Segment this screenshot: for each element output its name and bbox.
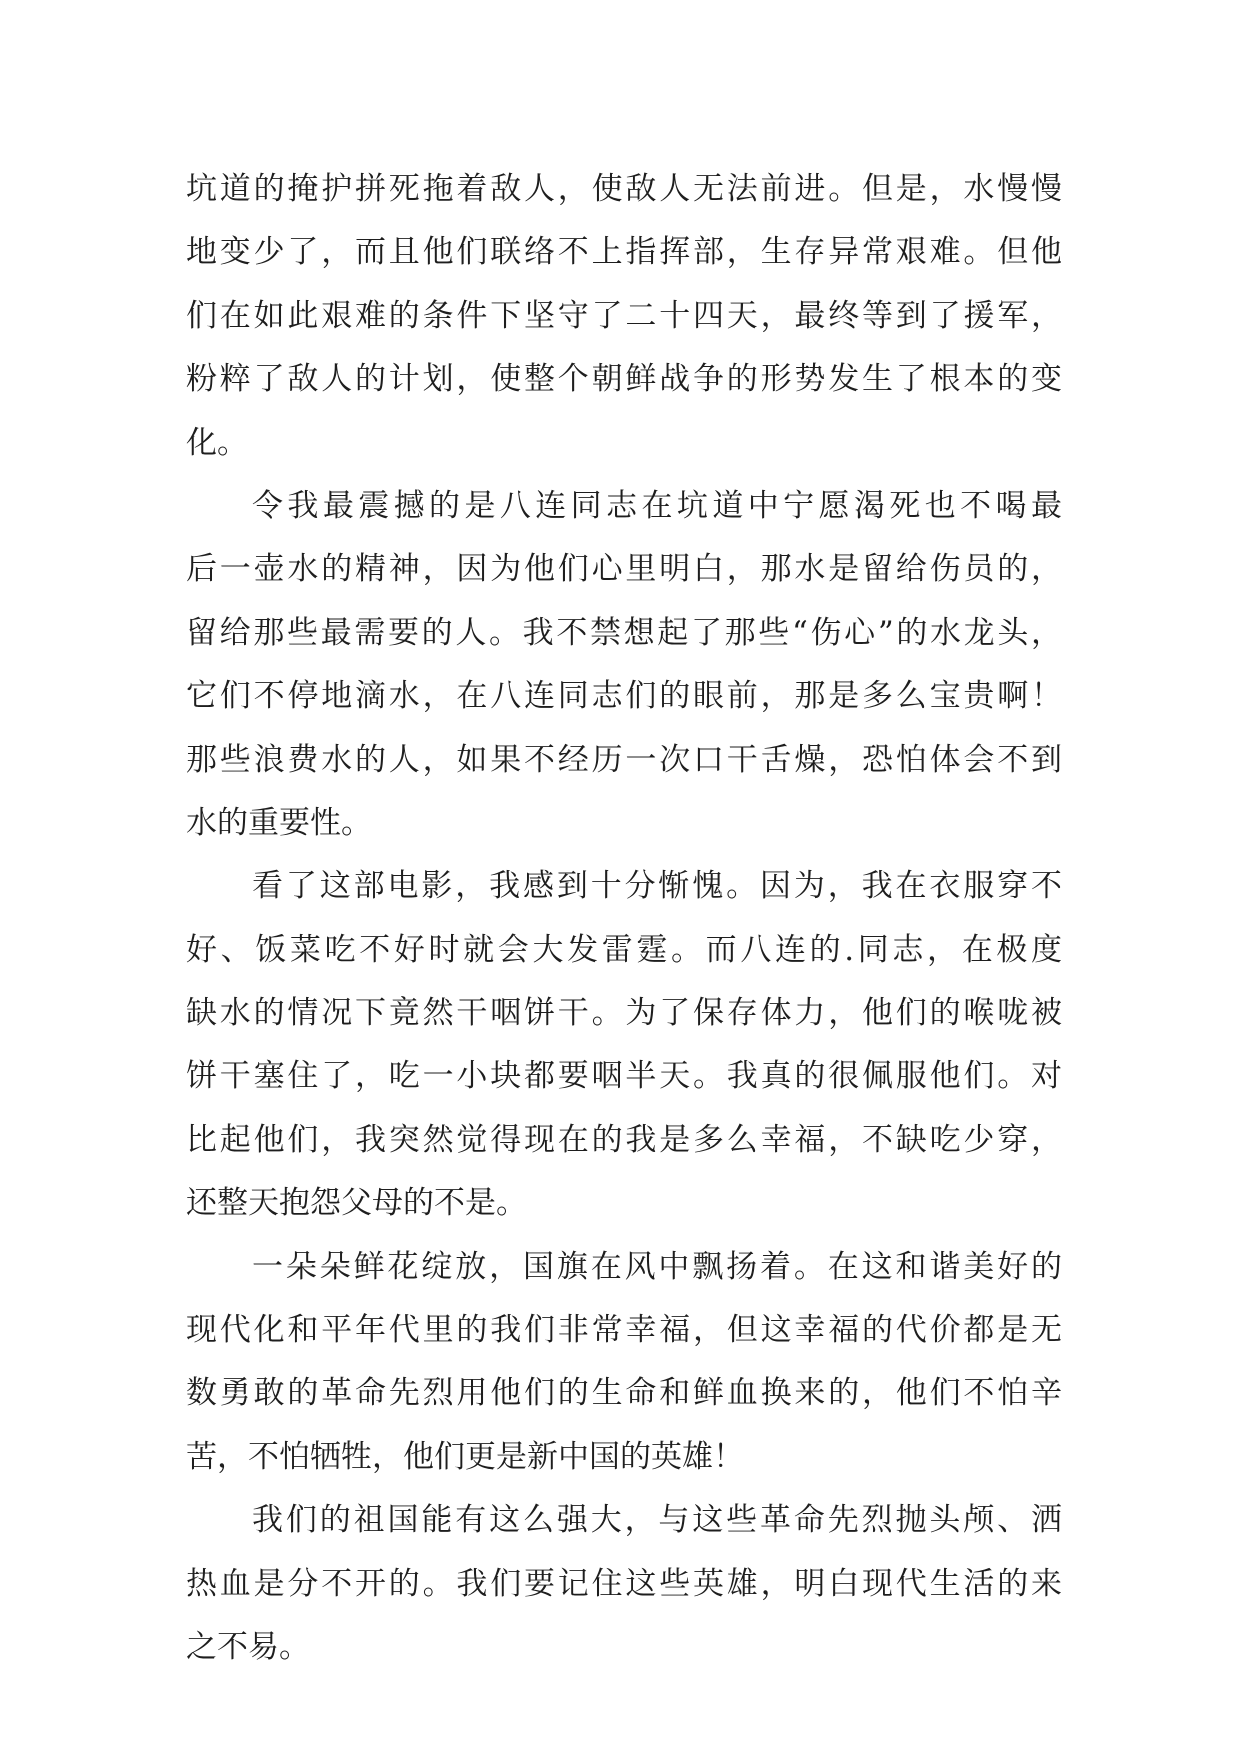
paragraph: [186, 1236, 1062, 1490]
text-line: 看了这部电影，我感到十分惭愧。因为，我在衣服穿不: [252, 868, 1062, 905]
text-line: 地变少了，而且他们联络不上指挥部，生存异常艰难。但他: [186, 234, 1062, 271]
body-text: [186, 158, 1062, 1679]
text-line: 水的重要性。: [186, 804, 372, 841]
text-line: 后一壶水的精神，因为他们心里明白，那水是留给伤员的，: [186, 551, 1062, 588]
text-line: 一朵朵鲜花绽放，国旗在风中飘扬着。在这和谐美好的: [252, 1248, 1062, 1285]
text-line: 好、饭菜吃不好时就会大发雷霆。而八连的.同志，在极度: [186, 931, 1062, 968]
text-line: 那些浪费水的人，如果不经历一次口干舌燥，恐怕体会不到: [186, 741, 1062, 778]
text-line: 数勇敢的革命先烈用他们的生命和鲜血换来的，他们不怕辛: [186, 1375, 1062, 1412]
text-line: 缺水的情况下竟然干咽饼干。为了保存体力，他们的喉咙被: [186, 995, 1062, 1032]
text-line: 热血是分不开的。我们要记住这些英雄，明白现代生活的来: [186, 1565, 1062, 1602]
text-line: 坑道的掩护拼死拖着敌人，使敌人无法前进。但是，水慢慢: [186, 171, 1062, 207]
text-line: 留给那些最需要的人。我不禁想起了那些“伤心”的水龙头，: [186, 614, 1062, 651]
text-line: 粉粹了敌人的计划，使整个朝鲜战争的形势发生了根本的变: [186, 361, 1062, 398]
text-line: 比起他们，我突然觉得现在的我是多么幸福，不缺吃少穿，: [186, 1121, 1062, 1158]
text-line: 还整天抱怨父母的不是。: [186, 1185, 527, 1222]
text-line: 苦，不怕牺牲，他们更是新中国的英雄！: [186, 1438, 744, 1475]
text-line: 之不易。: [186, 1628, 310, 1665]
text-line: 化。: [186, 424, 248, 461]
paragraph: [186, 475, 1062, 855]
text-line: 它们不停地滴水，在八连同志们的眼前，那是多么宝贵啊！: [186, 678, 1062, 715]
text-line: 现代化和平年代里的我们非常幸福，但这幸福的代价都是无: [186, 1312, 1062, 1349]
paragraph: [186, 1489, 1062, 1679]
text-line: 饼干塞住了，吃一小块都要咽半天。我真的很佩服他们。对: [186, 1058, 1062, 1095]
text-line: 令我最震撼的是八连同志在坑道中宁愿渴死也不喝最: [252, 487, 1062, 524]
text-line: 们在如此艰难的条件下坚守了二十四天，最终等到了援军，: [186, 297, 1062, 334]
paragraph: [186, 855, 1062, 1235]
paragraph: [186, 158, 1062, 475]
text-line: 我们的祖国能有这么强大，与这些革命先烈抛头颅、洒: [252, 1502, 1062, 1539]
